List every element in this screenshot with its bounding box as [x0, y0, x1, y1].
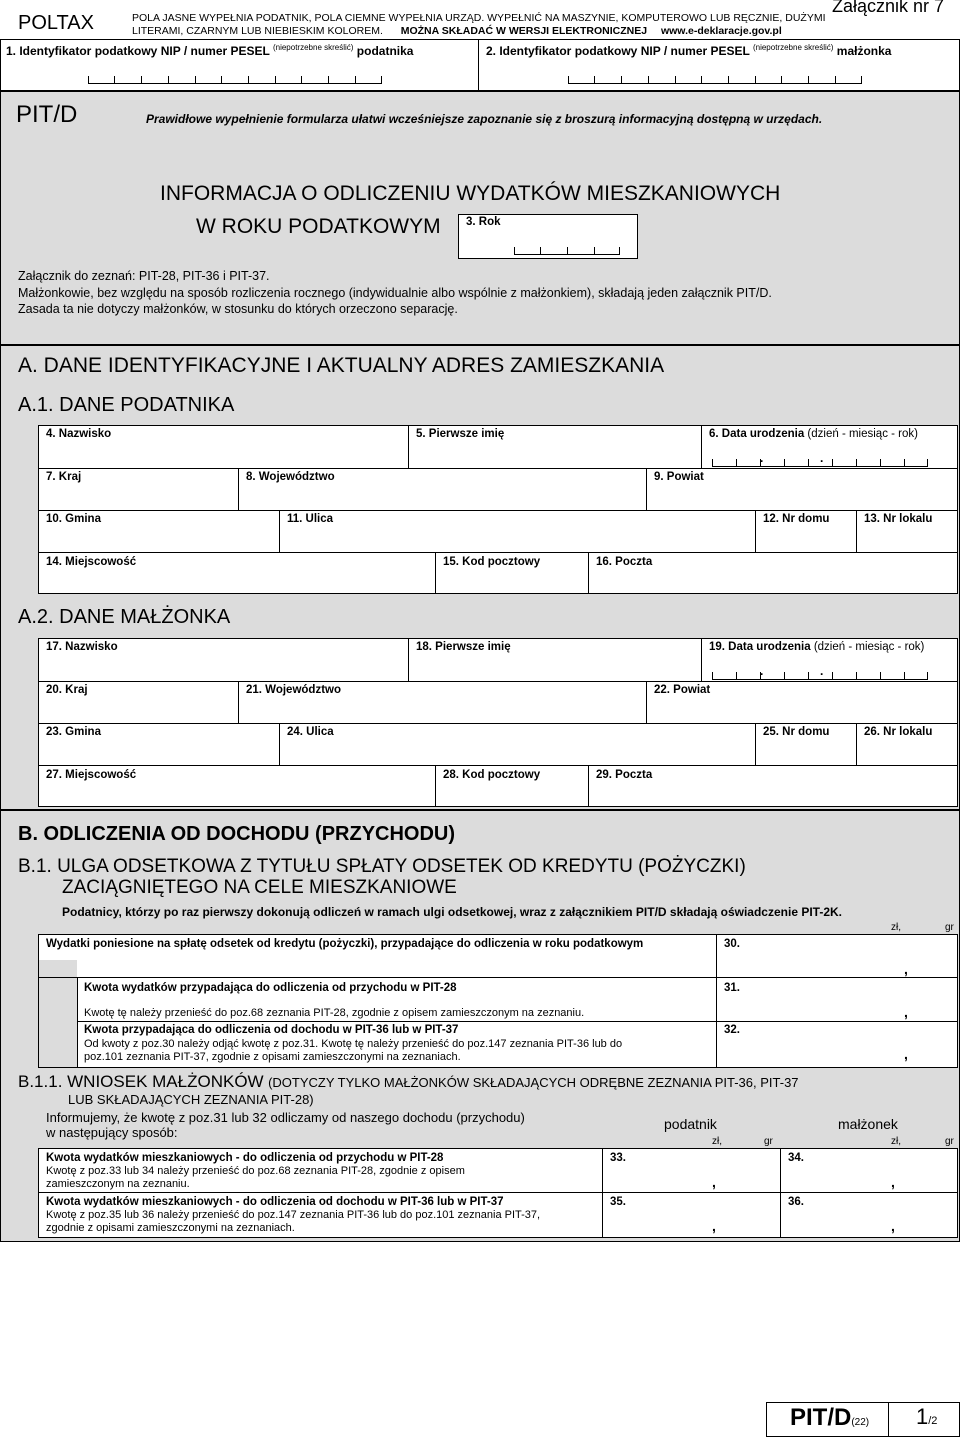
zl-header-2: zł,: [712, 1136, 722, 1147]
spouse-id-note: (niepotrzebne skreślić): [752, 43, 834, 52]
spouse-id-input[interactable]: [568, 76, 862, 84]
section-b11-title-2: LUB SKŁADAJĄCYCH ZEZNANIA PIT-28): [68, 1092, 314, 1107]
taxpayer-id-label: [6, 43, 413, 58]
row32-amount-input[interactable]: [740, 1040, 955, 1060]
row33-comma: ,: [712, 1174, 716, 1190]
a1-county-label: 9. Powiat: [654, 471, 704, 483]
row33-note-1: Kwotę z poz.33 lub 34 należy przenieść do poz.68 zeznania PIT-28, zgodnie z opisem: [46, 1165, 465, 1177]
row30-comma: ,: [904, 961, 908, 977]
taxpayer-id-input[interactable]: [88, 76, 382, 84]
page-title: INFORMACJA O ODLICZENIU WYDATKÓW MIESZKANIOWYCH: [160, 182, 781, 205]
footer-form-code: [790, 1404, 869, 1432]
section-b11-inform-2: w następujący sposób:: [46, 1125, 178, 1140]
row30-amount-input[interactable]: [740, 955, 955, 975]
section-b11-title-note: (DOTYCZY TYLKO MAŁŻONKÓW SKŁADAJĄCYCH ODRĘBNE ZEZNANIA PIT-36, PIT-37: [268, 1075, 799, 1090]
a1-street-label: 11. Ulica: [287, 513, 334, 525]
a1-birthdate-text: 6. Data urodzenia: [709, 428, 805, 440]
section-b11-title-1: [18, 1072, 799, 1092]
row35-label: Kwota wydatków mieszkaniowych - do odliczenia od dochodu w PIT-36 lub w PIT-37: [46, 1196, 504, 1208]
section-b11-title-main: B.1.1. WNIOSEK MAŁŻONKÓW: [18, 1072, 264, 1091]
spouse-id-text: 2. Identyfikator podatkowy NIP / numer PESEL: [486, 44, 750, 58]
taxpayer-id-text: 1. Identyfikator podatkowy NIP / numer PESEL: [6, 44, 270, 58]
a2-surname-label: 17. Nazwisko: [46, 641, 118, 653]
footer-page-number: 1: [916, 1404, 929, 1429]
row35-note-1: Kwotę z poz.35 lub 36 należy przenieść do poz.147 zeznania PIT-36 lub do poz.101 zeznania PIT-37,: [46, 1209, 541, 1221]
row32-comma: ,: [904, 1046, 908, 1062]
row32-note-1: Od kwoty z poz.30 należy odjąć kwotę z poz.31. Kwotę tę należy przenieść do poz.147 zeznania PIT-36 lub do: [84, 1038, 623, 1050]
col-spouse-header: małżonek: [838, 1116, 898, 1132]
section-b1-title-2: ZACIĄGNIĘTEGO NA CELE MIESZKANIOWE: [62, 877, 457, 898]
form-note-1: Załącznik do zeznań: PIT-28, PIT-36 i PIT-37.: [18, 269, 270, 283]
instruction-url[interactable]: www.e-deklaracje.gov.pl: [660, 25, 782, 37]
a2-birthdate-text: 19. Data urodzenia: [709, 641, 811, 653]
a2-commune-label: 23. Gmina: [46, 726, 101, 738]
row36-amount-input[interactable]: [808, 1210, 953, 1232]
row31-note: Kwotę tę należy przenieść do poz.68 zeznania PIT-28, zgodnie z opisem zamieszczonym na zeznaniu.: [84, 1007, 585, 1019]
row34-amount-input[interactable]: [808, 1166, 953, 1188]
row31-amount-input[interactable]: [740, 998, 955, 1018]
a1-city-label: 14. Miejscowość: [46, 556, 137, 568]
page-title-line2: W ROKU PODATKOWYM: [196, 215, 441, 238]
year-input[interactable]: [514, 247, 620, 255]
row36-comma: ,: [891, 1218, 895, 1234]
footer-page-total: /2: [928, 1415, 938, 1427]
instruction-text: LITERAMI, CZARNYM LUB NIEBIESKIM KOLOREM.: [132, 25, 383, 37]
a2-city-label: 27. Miejscowość: [46, 769, 137, 781]
a2-firstname-label: 18. Pierwsze imię: [416, 641, 511, 653]
form-code: PIT/D: [16, 101, 78, 128]
row35-number: 35.: [610, 1196, 626, 1208]
form-hint: Prawidłowe wypełnienie formularza ułatwi wcześniejsze zapoznanie się z broszurą informacyjną dostępną w urzędach.: [146, 112, 823, 126]
row31-label: Kwota wydatków przypadająca do odliczenia od przychodu w PIT-28: [84, 982, 457, 994]
row30-number: 30.: [724, 938, 740, 950]
a1-post-office-label: 16. Poczta: [596, 556, 653, 568]
spouse-id-suffix: małżonka: [836, 44, 892, 58]
footer-code-text: PIT/D: [790, 1404, 852, 1431]
a2-house-label: 25. Nr domu: [763, 726, 830, 738]
form-note-3: Zasada ta nie dotyczy małżonków, w stosunku do których orzeczono separację.: [18, 302, 458, 316]
a2-street-label: 24. Ulica: [287, 726, 334, 738]
section-a-title: A. DANE IDENTYFIKACYJNE I AKTUALNY ADRES ZAMIESZKANIA: [18, 354, 665, 377]
row33-number: 33.: [610, 1152, 626, 1164]
a1-province-label: 8. Województwo: [246, 471, 335, 483]
section-a2-title: A.2. DANE MAŁŻONKA: [18, 606, 231, 628]
section-a1-title: A.1. DANE PODATNIKA: [18, 394, 235, 416]
a2-flat-label: 26. Nr lokalu: [864, 726, 933, 738]
a2-country-label: 20. Kraj: [46, 684, 88, 696]
zl-header-1: zł,: [891, 922, 901, 933]
row35-note-2: zgodnie z opisami zamieszczonymi na zeznaniach.: [46, 1222, 295, 1234]
gr-header-2: gr: [764, 1136, 773, 1147]
row33-amount-input[interactable]: [630, 1166, 775, 1188]
row31-comma: ,: [904, 1004, 908, 1020]
taxpayer-id-note: (niepotrzebne skreślić): [272, 43, 354, 52]
row33-note-2: zamieszczonym na zeznaniu.: [46, 1178, 190, 1190]
section-b1-note: Podatnicy, którzy po raz pierwszy dokonują odliczeń w ramach ulgi odsetkowej, wraz z załącznikiem PIT/D składają oświadczenie PIT-2K.: [62, 905, 842, 919]
a1-surname-label: 4. Nazwisko: [46, 428, 112, 440]
instruction-line-1: POLA JASNE WYPEŁNIA PODATNIK, POLA CIEMNE WYPEŁNIA URZĄD. WYPEŁNIĆ NA MASZYNIE, KOMPUTEROWO LUB RĘCZNIE, DUŻYMI: [132, 12, 826, 24]
a1-flat-label: 13. Nr lokalu: [864, 513, 933, 525]
a1-birthdate-label: [709, 428, 918, 440]
a1-firstname-label: 5. Pierwsze imię: [416, 428, 505, 440]
row34-comma: ,: [891, 1174, 895, 1190]
a2-county-label: 22. Powiat: [654, 684, 711, 696]
form-note-2: Małżonkowie, bez względu na sposób rozliczenia rocznego (indywidualnie albo wspólnie z małżonkiem), składają jeden załącznik PIT/D.: [18, 286, 772, 300]
brand-label: POLTAX: [18, 12, 94, 34]
row32-label: Kwota przypadająca do odliczenia od dochodu w PIT-36 lub w PIT-37: [84, 1024, 459, 1036]
section-b11-inform-1: Informujemy, że kwotę z poz.31 lub 32 odliczamy od naszego dochodu (przychodu): [46, 1110, 525, 1125]
row31-number: 31.: [724, 982, 740, 994]
a1-house-label: 12. Nr domu: [763, 513, 830, 525]
row33-label: Kwota wydatków mieszkaniowych - do odliczenia od przychodu w PIT-28: [46, 1152, 444, 1164]
row34-number: 34.: [788, 1152, 804, 1164]
a1-country-label: 7. Kraj: [46, 471, 82, 483]
footer-version: (22): [851, 1417, 870, 1428]
year-label: 3. Rok: [466, 216, 501, 228]
col-taxpayer-header: podatnik: [664, 1116, 717, 1132]
a1-birthdate-format: (dzień - miesiąc - rok): [807, 428, 918, 440]
section-b-title: B. ODLICZENIA OD DOCHODU (PRZYCHODU): [18, 823, 456, 845]
row32-note-2: poz.101 zeznania PIT-37, zgodnie z opisami zamieszczonymi na zeznaniach.: [84, 1051, 461, 1063]
section-b1-title-1: B.1. ULGA ODSETKOWA Z TYTUŁU SPŁATY ODSETEK OD KREDYTU (POŻYCZKI): [18, 856, 746, 877]
a1-commune-label: 10. Gmina: [46, 513, 101, 525]
a2-birthdate-format: (dzień - miesiąc - rok): [813, 641, 925, 653]
row36-number: 36.: [788, 1196, 804, 1208]
row32-number: 32.: [724, 1024, 740, 1036]
a2-province-label: 21. Województwo: [246, 684, 341, 696]
instruction-line-2: [132, 25, 782, 37]
a1-postcode-label: 15. Kod pocztowy: [443, 556, 541, 568]
zl-header-3: zł,: [891, 1136, 901, 1147]
a2-postcode-label: 28. Kod pocztowy: [443, 769, 541, 781]
attachment-label: Załącznik nr 7: [832, 0, 945, 16]
row30-label: Wydatki poniesione na spłatę odsetek od kredytu (pożyczki), przypadające do odliczenia w roku podatkowym: [46, 938, 644, 950]
gr-header-3: gr: [945, 1136, 954, 1147]
row35-comma: ,: [712, 1218, 716, 1234]
a2-post-office-label: 29. Poczta: [596, 769, 653, 781]
a2-birthdate-label: [709, 641, 924, 653]
spouse-id-label: [486, 43, 891, 58]
footer-page: [916, 1404, 937, 1430]
instruction-electronic: MOŻNA SKŁADAĆ W WERSJI ELEKTRONICZNEJ: [400, 25, 648, 37]
gr-header-1: gr: [945, 922, 954, 933]
row35-amount-input[interactable]: [630, 1210, 775, 1232]
taxpayer-id-suffix: podatnika: [356, 44, 414, 58]
